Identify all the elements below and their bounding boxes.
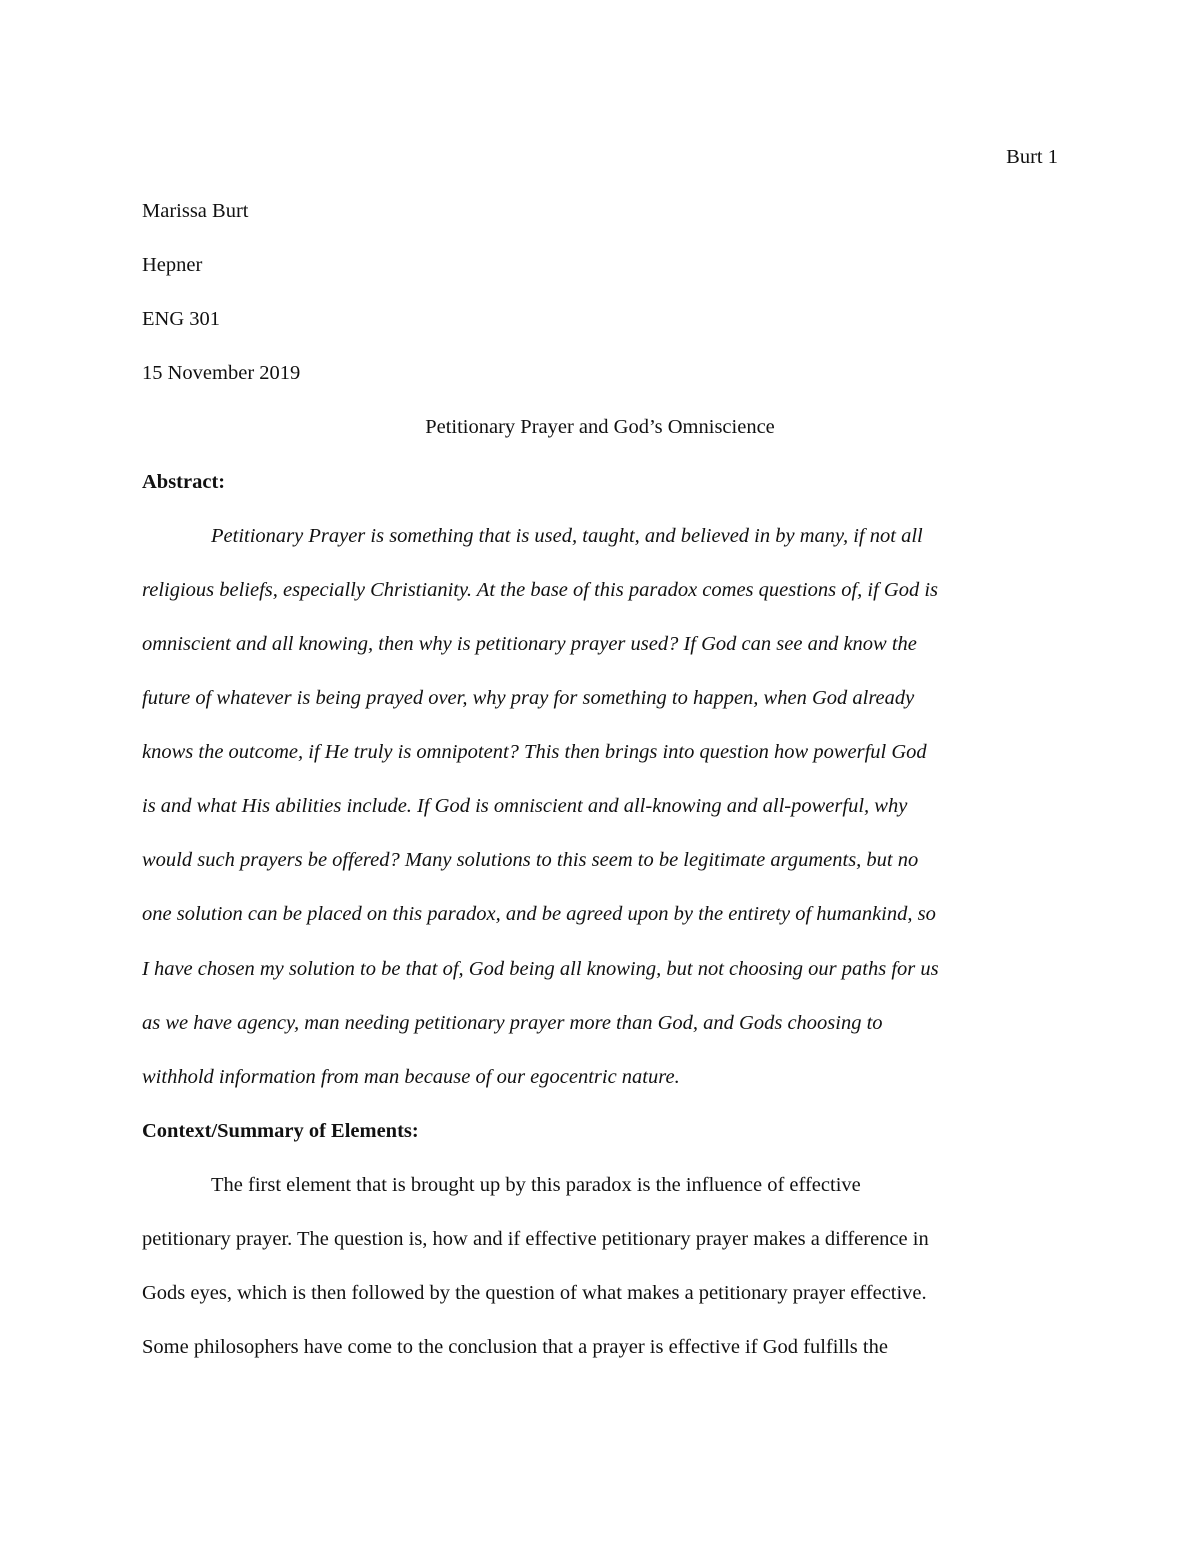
abstract-line: one solution can be placed on this paradox, and be agreed upon by the entirety of humankind, so — [142, 903, 936, 925]
abstract-heading: Abstract: — [142, 471, 226, 493]
author-name: Marissa Burt — [142, 200, 249, 222]
abstract-line: omniscient and all knowing, then why is petitionary prayer used? If God can see and know the — [142, 633, 917, 655]
abstract-line: religious beliefs, especially Christianity. At the base of this paradox comes questions of, if God is — [142, 579, 939, 601]
paper-title: Petitionary Prayer and God’s Omniscience — [425, 416, 775, 438]
context-line: The first element that is brought up by this paradox is the influence of effective — [211, 1174, 861, 1196]
course-name: ENG 301 — [142, 308, 221, 330]
context-line: Gods eyes, which is then followed by the question of what makes a petitionary prayer effective. — [142, 1282, 927, 1304]
abstract-line: withhold information from man because of our egocentric nature. — [142, 1066, 680, 1088]
instructor-name: Hepner — [142, 254, 203, 276]
abstract-line: Petitionary Prayer is something that is used, taught, and believed in by many, if not all — [211, 525, 923, 547]
context-heading: Context/Summary of Elements: — [142, 1120, 419, 1142]
abstract-line: knows the outcome, if He truly is omnipotent? This then brings into question how powerful God — [142, 741, 927, 763]
context-line: Some philosophers have come to the conclusion that a prayer is effective if God fulfills the — [142, 1336, 888, 1358]
abstract-line: is and what His abilities include. If God is omniscient and all-knowing and all-powerful, why — [142, 795, 908, 817]
abstract-line: would such prayers be offered? Many solutions to this seem to be legitimate arguments, but no — [142, 849, 919, 871]
abstract-line: as we have agency, man needing petitionary prayer more than God, and Gods choosing to — [142, 1012, 883, 1034]
abstract-line: I have chosen my solution to be that of, God being all knowing, but not choosing our paths for us — [142, 958, 939, 980]
context-line: petitionary prayer. The question is, how and if effective petitionary prayer makes a difference in — [142, 1228, 929, 1250]
running-head: Burt 1 — [1006, 146, 1058, 168]
abstract-line: future of whatever is being prayed over, why pray for something to happen, when God already — [142, 687, 915, 709]
submission-date: 15 November 2019 — [142, 362, 301, 384]
